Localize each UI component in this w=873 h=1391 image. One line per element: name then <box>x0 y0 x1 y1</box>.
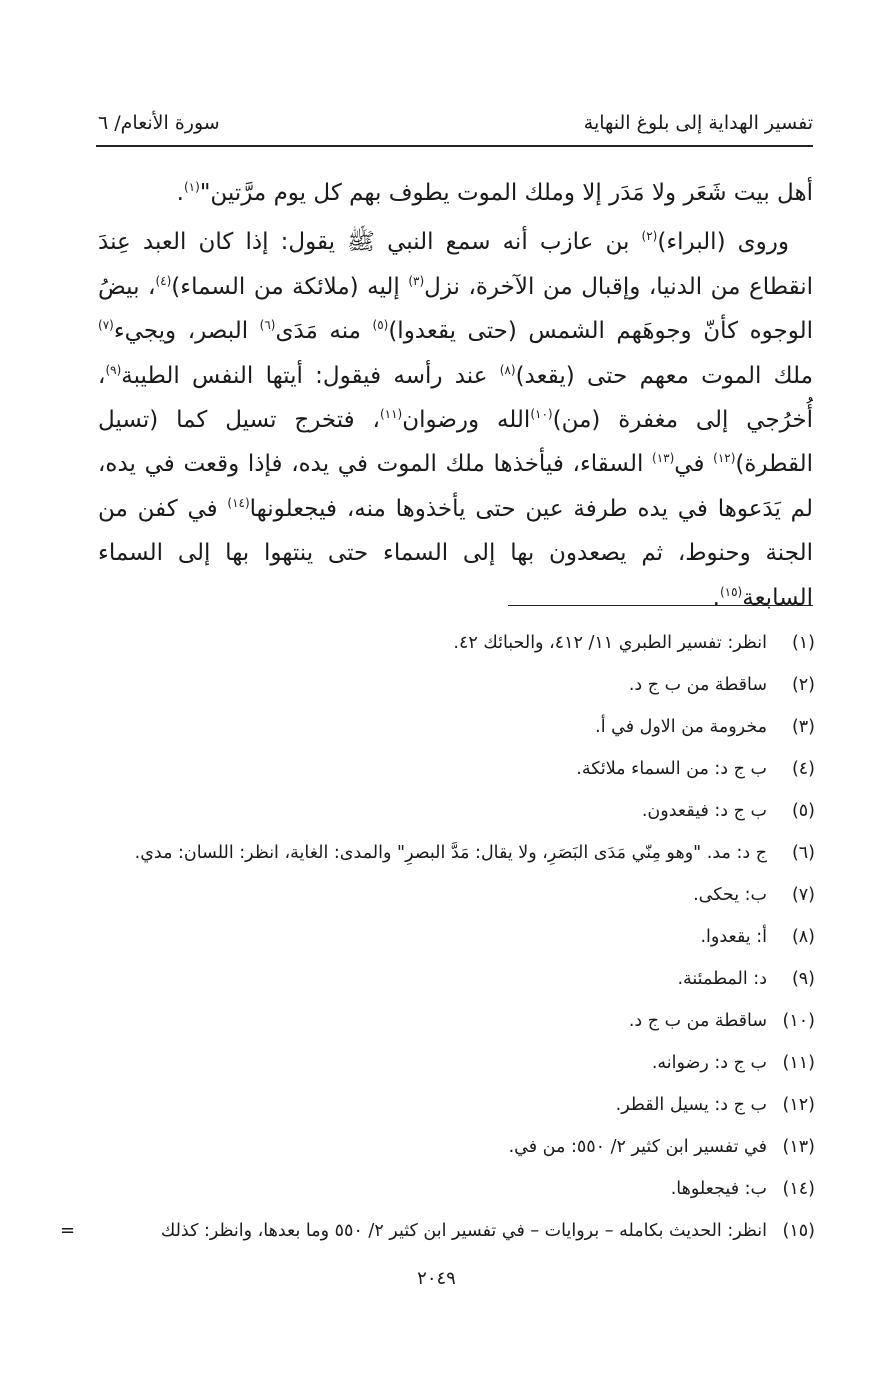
footnote-number: (١٥) <box>782 1221 815 1241</box>
footnote-text: ب: يحكى. <box>693 885 767 905</box>
footnote-marker: (١) <box>183 180 200 194</box>
footnote <box>60 1126 815 1168</box>
footnote-marker: (٤) <box>155 273 172 288</box>
footnote-number: (٧) <box>791 885 815 905</box>
footnote-text: في تفسير ابن كثير ٢/ ٥٥٠: من في. <box>508 1137 767 1157</box>
footnote-text: ب ج د: يسيل القطر. <box>615 1095 767 1115</box>
footnotes <box>60 622 815 1252</box>
footnote-marker: (١٤) <box>227 495 250 510</box>
footnote <box>60 790 815 832</box>
footnote-marker: (١٠) <box>530 407 553 422</box>
footnote-marker: (٩) <box>105 362 122 377</box>
footnote-number: (١١) <box>782 1053 815 1073</box>
footnote-text: د: المطمئنة. <box>677 969 767 989</box>
paragraph-1: أهل بيت شَعَر ولا مَدَر إلا وملك الموت يطوف بهم كل يوم مرَّتين"$^{(١)}$. <box>176 180 813 206</box>
footnote-number: (٦) <box>791 843 815 863</box>
footnote-number: (١٤) <box>782 1179 815 1199</box>
footnote-marker: (٨) <box>499 362 516 377</box>
footnote-marker: (١٢) <box>713 451 736 466</box>
footnote-number: (٢) <box>791 675 815 695</box>
footnote-text: ب: فيجعلوها. <box>670 1179 767 1199</box>
footnote-number: (٨) <box>791 927 815 947</box>
footnote <box>60 1084 815 1126</box>
footnote-text: ب ج د: من السماء ملائكة. <box>576 759 767 779</box>
footnote <box>60 1168 815 1210</box>
footnote-marker: (١١) <box>379 407 403 422</box>
footnote <box>60 1000 815 1042</box>
footnote <box>60 958 815 1000</box>
surah-label: سورة الأنعام/ ٦ <box>98 112 220 134</box>
footnote-text: ج د: مد. "وهو مِنّي مَدَى البَصَرِ، ولا يقال: مَدَّ البصرِ" والمدى: الغاية، انظر: اللسان: مدي. <box>134 843 767 863</box>
footnote-rule <box>508 605 813 606</box>
footnote-text: ساقطة من ب ج د. <box>628 1011 767 1031</box>
footnote <box>60 874 815 916</box>
page-number: ٢٠٤٩ <box>417 1268 456 1289</box>
footnote-text: ب ج د: رضوانه. <box>651 1053 767 1073</box>
footnote-text: أ: يقعدوا. <box>700 927 767 947</box>
footnote <box>60 1042 815 1084</box>
footnote-marker: (٢) <box>641 229 658 244</box>
footnote-marker: (١٥) <box>719 584 743 599</box>
footnote <box>60 832 815 874</box>
footnote-number: (٤) <box>791 759 815 779</box>
footnote <box>60 748 815 790</box>
book-title: تفسير الهداية إلى بلوغ النهاية <box>583 112 813 134</box>
footnote-marker: (٦) <box>259 318 276 333</box>
footnote-text: انظر: الحديث بكامله – بروايات – في تفسير ابن كثير ٢/ ٥٥٠ وما بعدها، وانظر: كذلك <box>160 1221 767 1241</box>
running-header <box>98 112 813 142</box>
footnote-number: (٣) <box>791 717 815 737</box>
footnote-text: مخرومة من الاول في أ. <box>595 717 767 737</box>
paragraph-2: وروى (البراء)$^{(٢)}$ بن عازب أنه سمع النبي ﷺ يقول: إذا كان العبد عِندَ انقطاع من الدنيا، وإقبال من الآخرة، نزل$^{(٣)}$ إليه (ملائكة من السماء)$^{(٤)}$، بيضُ الوجوه كأنّ وجوهَهم الشمس (حتى يقعدوا)$^{(٥)}$ منه مَدَى$^{(٦)}$ البصر، ويجيء$^{(٧)}$ ملك الموت معهم حتى (يقعد)$^{(٨)}$ عند رأسه فيقول: أيتها النفس الطيبة$^{(٩)}$، أُخرُجي إلى مغفرة (من)$^{(١٠)}$الله ورضوان$^{(١١)}$، فتخرج تسيل كما (تسيل القطرة)$^{(١٢)}$ في$^{(١٣)}$ السقاء، فيأخذها ملك الموت في يده، فإذا وقعت في يده، لم يَدَعوها في يده طرفة عين حتى يأخذوها منه، فيجعلونها$^{(١٤)}$ في كفن من الجنة وحنوط، ثم يصعدون بها إلى السماء حتى ينتهوا بها إلى السماء السابعة$^{(١٥)}$. <box>98 229 814 611</box>
header-rule <box>96 145 813 147</box>
footnote-marker: (٥) <box>372 318 389 333</box>
footnote <box>60 706 815 748</box>
footnote <box>60 1210 815 1252</box>
footnote-marker: (١٣) <box>652 451 675 466</box>
footnote <box>60 916 815 958</box>
footnote-number: (١) <box>791 633 815 653</box>
footnote-text: ب ج د: فيقعدون. <box>641 801 767 821</box>
footnote-number: (١٠) <box>782 1011 815 1031</box>
footnote <box>60 664 815 706</box>
footnote-number: (١٣) <box>782 1137 815 1157</box>
footnote-number: (١٢) <box>782 1095 815 1115</box>
main-text <box>98 171 813 625</box>
footnote-text: انظر: تفسير الطبري ١١/ ٤١٢، والحبائك ٤٢. <box>453 633 767 653</box>
footnote-number: (٥) <box>791 801 815 821</box>
footnote <box>60 622 815 664</box>
footnote-marker: (٧) <box>98 318 114 333</box>
footnote-number: (٩) <box>791 969 815 989</box>
footnote-text: ساقطة من ب ج د. <box>628 675 767 695</box>
footnote-marker: (٣) <box>408 273 425 288</box>
continuation-mark: = <box>60 1220 76 1241</box>
